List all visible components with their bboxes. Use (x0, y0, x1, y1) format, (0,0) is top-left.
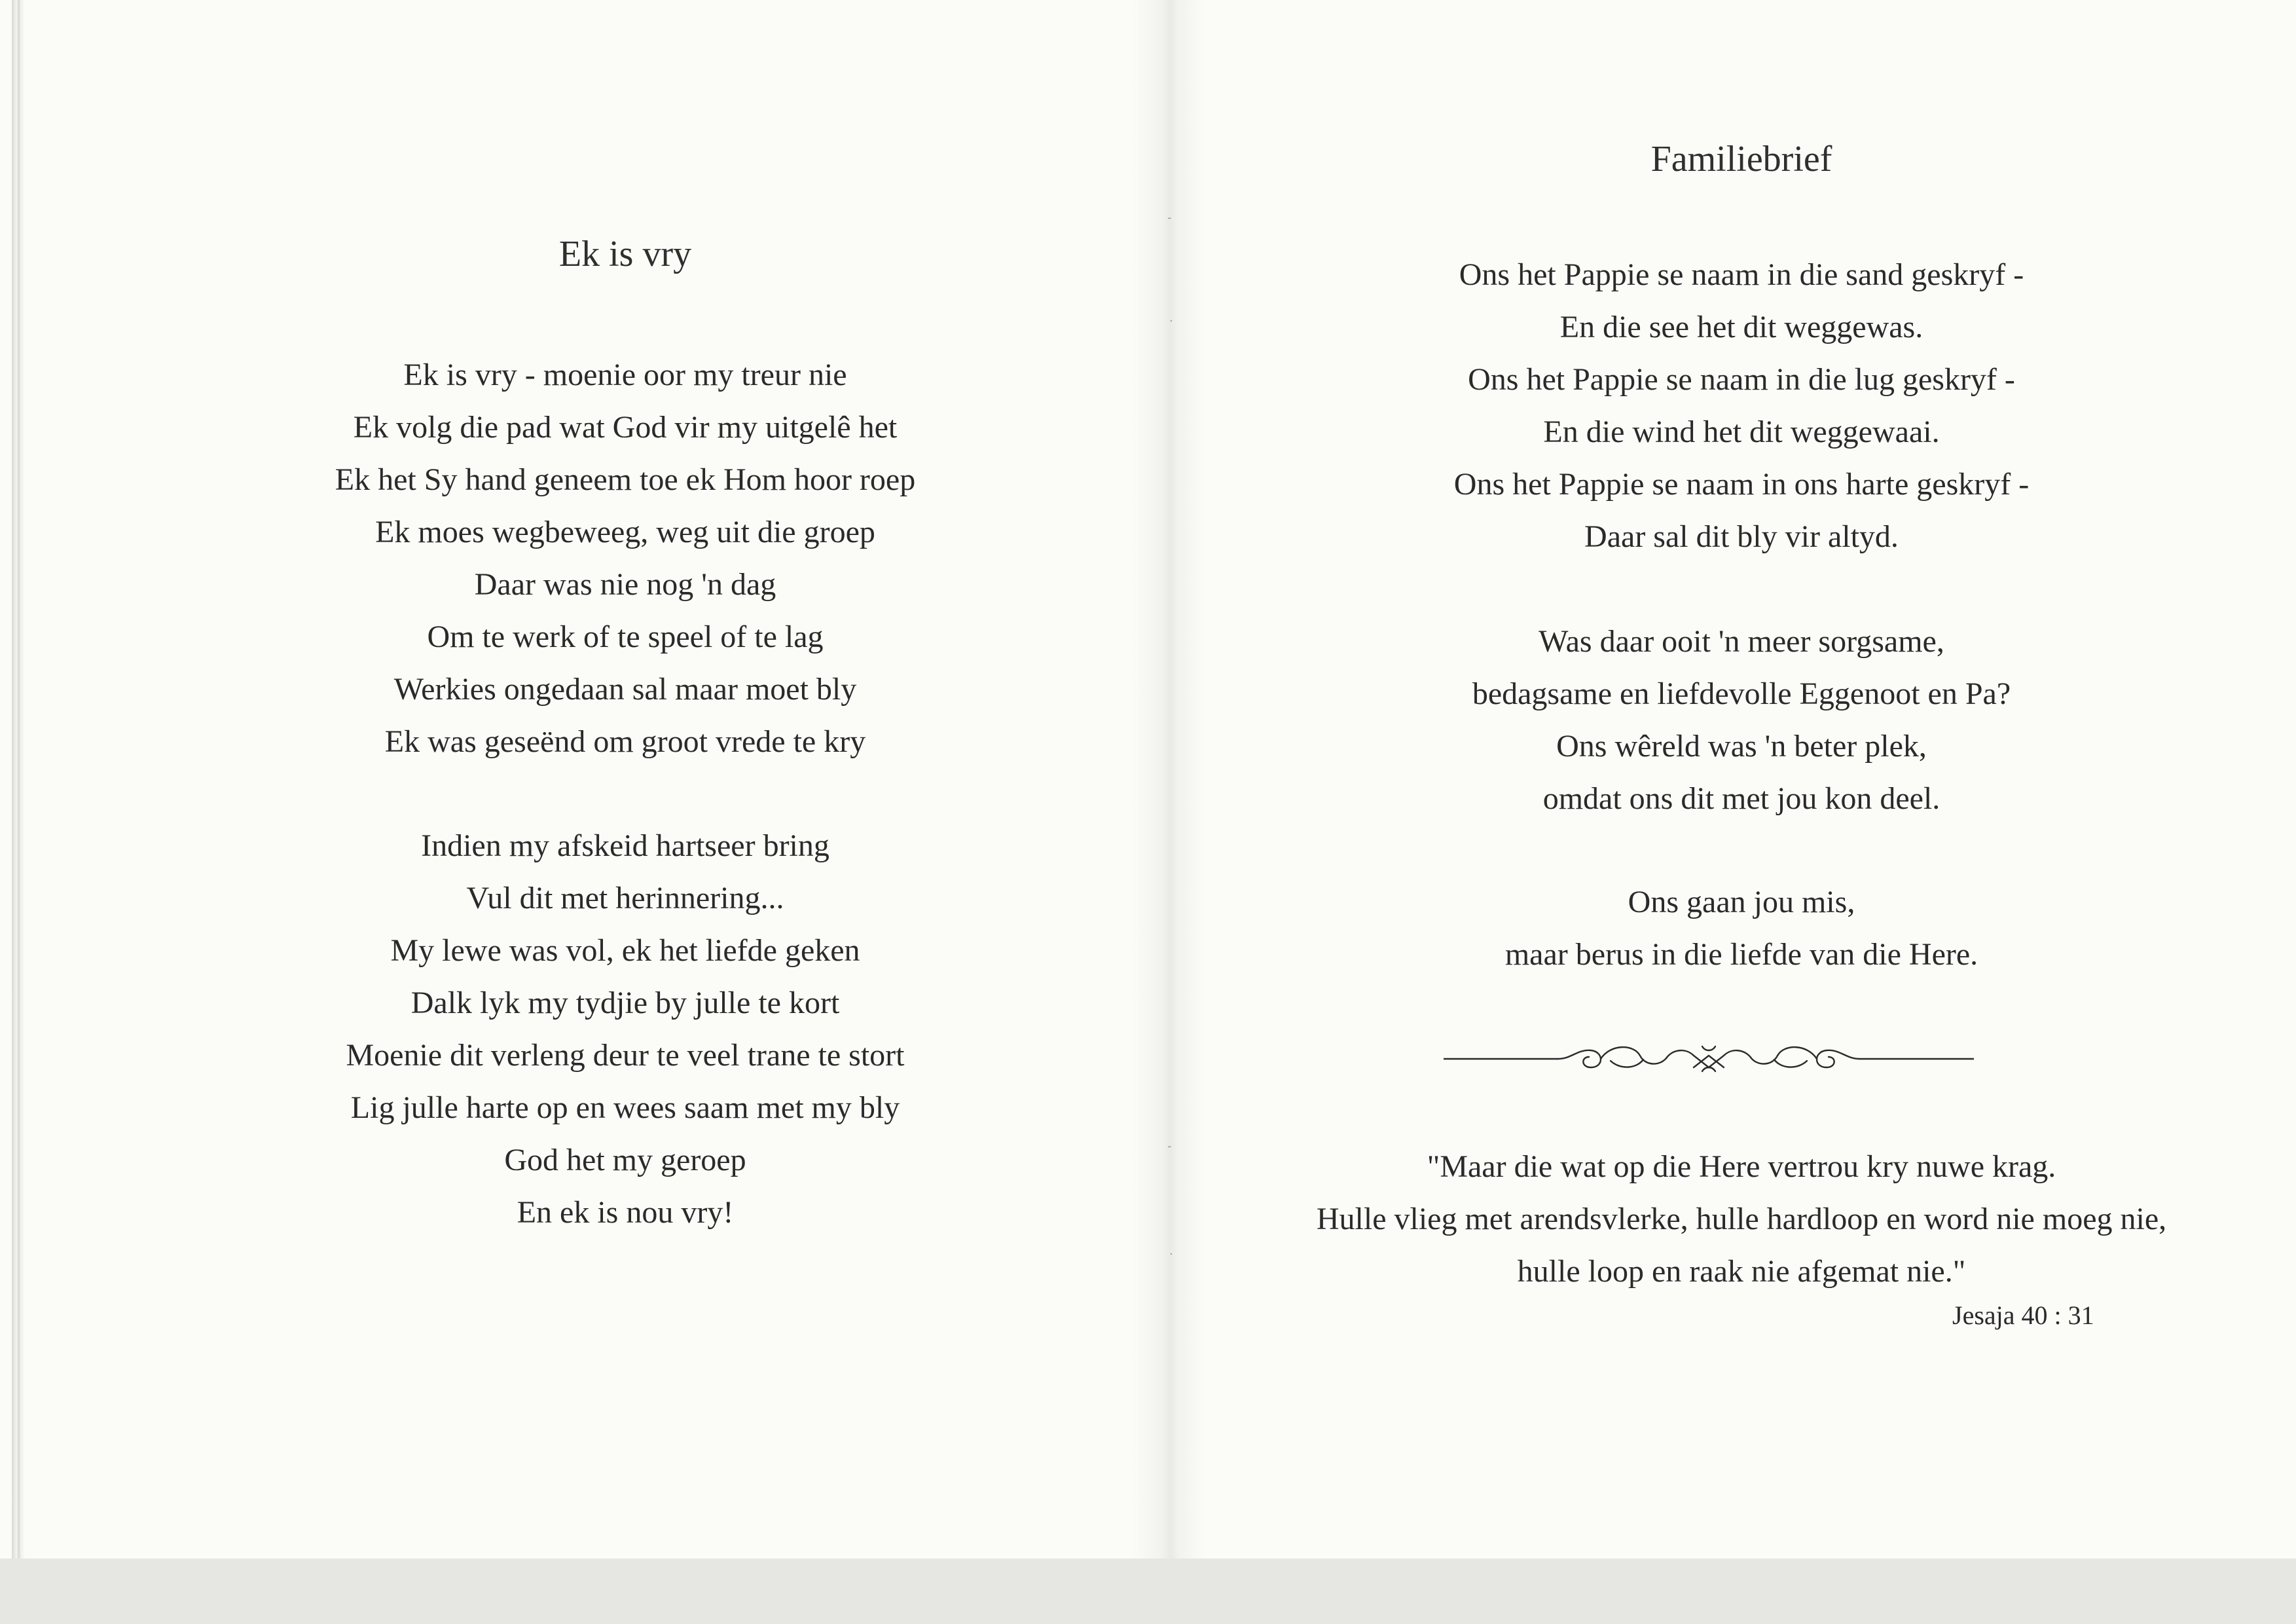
scripture-reference: Jesaja 40 : 31 (1952, 1301, 2094, 1330)
poem-line: bedagsame en liefdevolle Eggenoot en Pa? (1472, 676, 2011, 711)
poem-line: En die see het dit weggewas. (1559, 310, 1923, 344)
poem-stanza-2 (39, 820, 1211, 1239)
poem-line: En ek is nou vry! (517, 1195, 734, 1230)
poem-stanza-1 (39, 349, 1211, 768)
poem-line: Vul dit met herinnering... (466, 881, 784, 915)
poem-line: My lewe was vol, ek het liefde geken (390, 933, 860, 968)
left-page (39, 0, 1211, 1559)
poem-line: En die wind het dit weggewaai. (1543, 415, 1940, 449)
poem-line: Indien my afskeid hartseer bring (421, 828, 829, 863)
flourish-divider-icon (1444, 1029, 1974, 1088)
poem-line: Ons het Pappie se naam in ons harte geskryf - (1453, 467, 2030, 502)
scan-background (0, 1559, 2296, 1624)
poem-line: Ek het Sy hand geneem toe ek Hom hoor roep (335, 462, 916, 497)
poem-line: Ons gaan jou mis, (1628, 885, 1855, 919)
poem-line: Ons wêreld was 'n beter plek, (1556, 729, 1927, 764)
poem-line: omdat ons dit met jou kon deel. (1542, 781, 1941, 816)
gutter-mark: · (1169, 314, 1173, 328)
quote-line: Hulle vlieg met arendsvlerke, hulle hardloop en word nie moeg nie, (1316, 1202, 2167, 1236)
poem-line: Ek volg die pad wat God vir my uitgelê het (353, 410, 898, 445)
poem-line: Daar was nie nog 'n dag (474, 567, 776, 602)
poem-line: Was daar ooit 'n meer sorgsame, (1539, 624, 1944, 659)
poem-line: Werkies ongedaan sal maar moet bly (393, 672, 857, 707)
poem-line: God het my geroep (504, 1143, 746, 1177)
right-page (1218, 0, 2265, 1559)
poem-title-ek-is-vry: Ek is vry (558, 234, 692, 274)
poem-line: Ons het Pappie se naam in die lug geskryf - (1468, 362, 2015, 397)
letter-stanza-1 (1218, 249, 2265, 563)
scripture-quote (1218, 1141, 2265, 1298)
poem-line: Dalk lyk my tydjie by julle te kort (410, 986, 840, 1020)
gutter-mark: · (1169, 1247, 1173, 1261)
poem-line: Ek was geseënd om groot vrede te kry (384, 724, 866, 759)
poem-line: Moenie dit verleng deur te veel trane te stort (346, 1038, 905, 1073)
poem-line: Lig julle harte op en wees saam met my bly (350, 1090, 900, 1125)
left-page-edge (12, 0, 25, 1559)
poem-line: Ek moes wegbeweeg, weg uit die groep (375, 515, 875, 549)
quote-line: "Maar die wat op die Here vertrou kry nuwe krag. (1427, 1149, 2056, 1184)
poem-title-familiebrief: Familiebrief (1650, 139, 1832, 179)
poem-line: Daar sal dit bly vir altyd. (1584, 519, 1899, 554)
letter-stanza-3 (1218, 876, 2265, 981)
poem-line: Ek is vry - moenie oor my treur nie (403, 358, 847, 392)
poem-line: maar berus in die liefde van die Here. (1504, 937, 1978, 972)
poem-line: Om te werk of te speel of te lag (427, 619, 824, 654)
quote-line: hulle loop en raak nie afgemat nie." (1517, 1254, 1966, 1289)
gutter-mark: - (1167, 1139, 1172, 1153)
poem-line: Ons het Pappie se naam in die sand geskryf - (1459, 257, 2024, 292)
letter-stanza-2 (1218, 616, 2265, 825)
gutter-mark: - (1167, 211, 1172, 225)
